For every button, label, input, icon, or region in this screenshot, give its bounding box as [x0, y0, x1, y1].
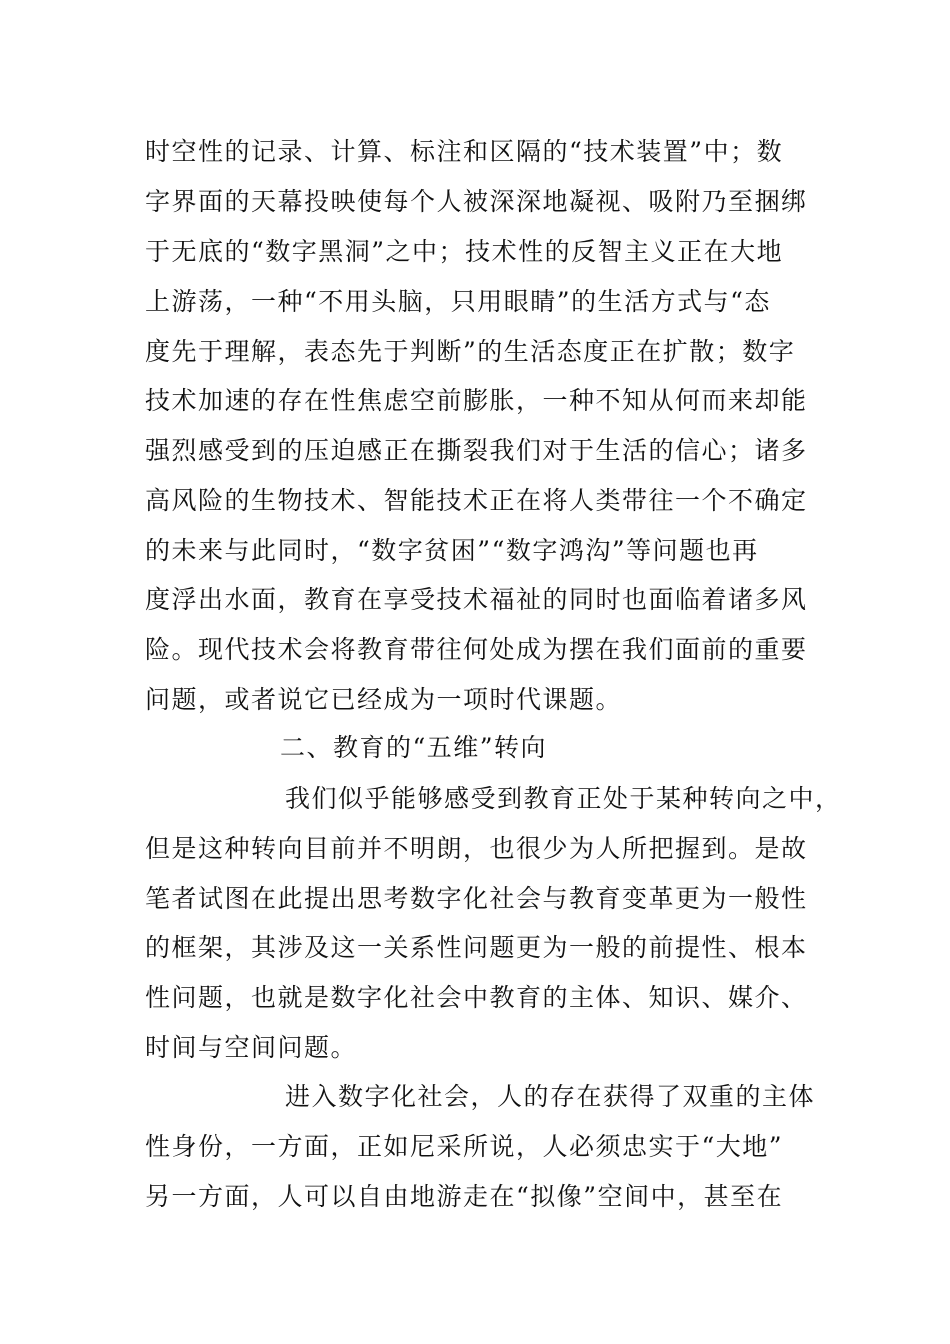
text-line: 上游荡，一种“不用头脑，只用眼睛”的生活方式与“态	[145, 287, 771, 316]
text-line: 但是这种转向目前并不明朗，也很少为人所把握到。是故	[145, 834, 808, 863]
text-line: 的未来与此同时，“数字贫困”“数字鸿沟”等问题也再	[145, 536, 759, 565]
text-line: 笔者试图在此提出思考数字化社会与教育变革更为一般性	[145, 884, 808, 913]
text-line: 险。现代技术会将教育带往何处成为摆在我们面前的重要	[145, 635, 808, 664]
text-line: 度先于理解，表态先于判断”的生活态度正在扩散；数字	[145, 337, 796, 366]
text-line: 技术加速的存在性焦虑空前膨胀，一种不知从何而来却能	[145, 386, 808, 415]
text-line: 性问题，也就是数字化社会中教育的主体、知识、媒介、	[145, 983, 808, 1012]
section-heading: 二、教育的“五维”转向	[280, 733, 548, 762]
text-line: 我们似乎能够感受到教育正处于某种转向之中，	[285, 784, 842, 813]
text-line: 的框架，其涉及这一关系性问题更为一般的前提性、根本	[145, 933, 808, 962]
text-line: 时间与空间问题。	[145, 1033, 358, 1062]
text-line: 度浮出水面，教育在享受技术福祉的同时也面临着诸多风	[145, 585, 808, 614]
text-line: 另一方面，人可以自由地游走在“拟像”空间中，甚至在	[145, 1182, 784, 1211]
text-line: 性身份，一方面，正如尼采所说，人必须忠实于“大地”	[145, 1132, 784, 1161]
text-line: 问题，或者说它已经成为一项时代课题。	[145, 685, 623, 714]
text-line: 进入数字化社会，人的存在获得了双重的主体	[285, 1082, 816, 1111]
text-line: 强烈感受到的压迫感正在撕裂我们对于生活的信心；诸多	[145, 436, 808, 465]
text-line: 高风险的生物技术、智能技术正在将人类带往一个不确定	[145, 486, 808, 515]
text-line: 于无底的“数字黑洞”之中；技术性的反智主义正在大地	[145, 237, 784, 266]
text-line: 字界面的天幕投映使每个人被深深地凝视、吸附乃至捆绑	[145, 187, 808, 216]
text-line: 时空性的记录、计算、标注和区隔的“技术装置”中；数	[145, 137, 784, 166]
